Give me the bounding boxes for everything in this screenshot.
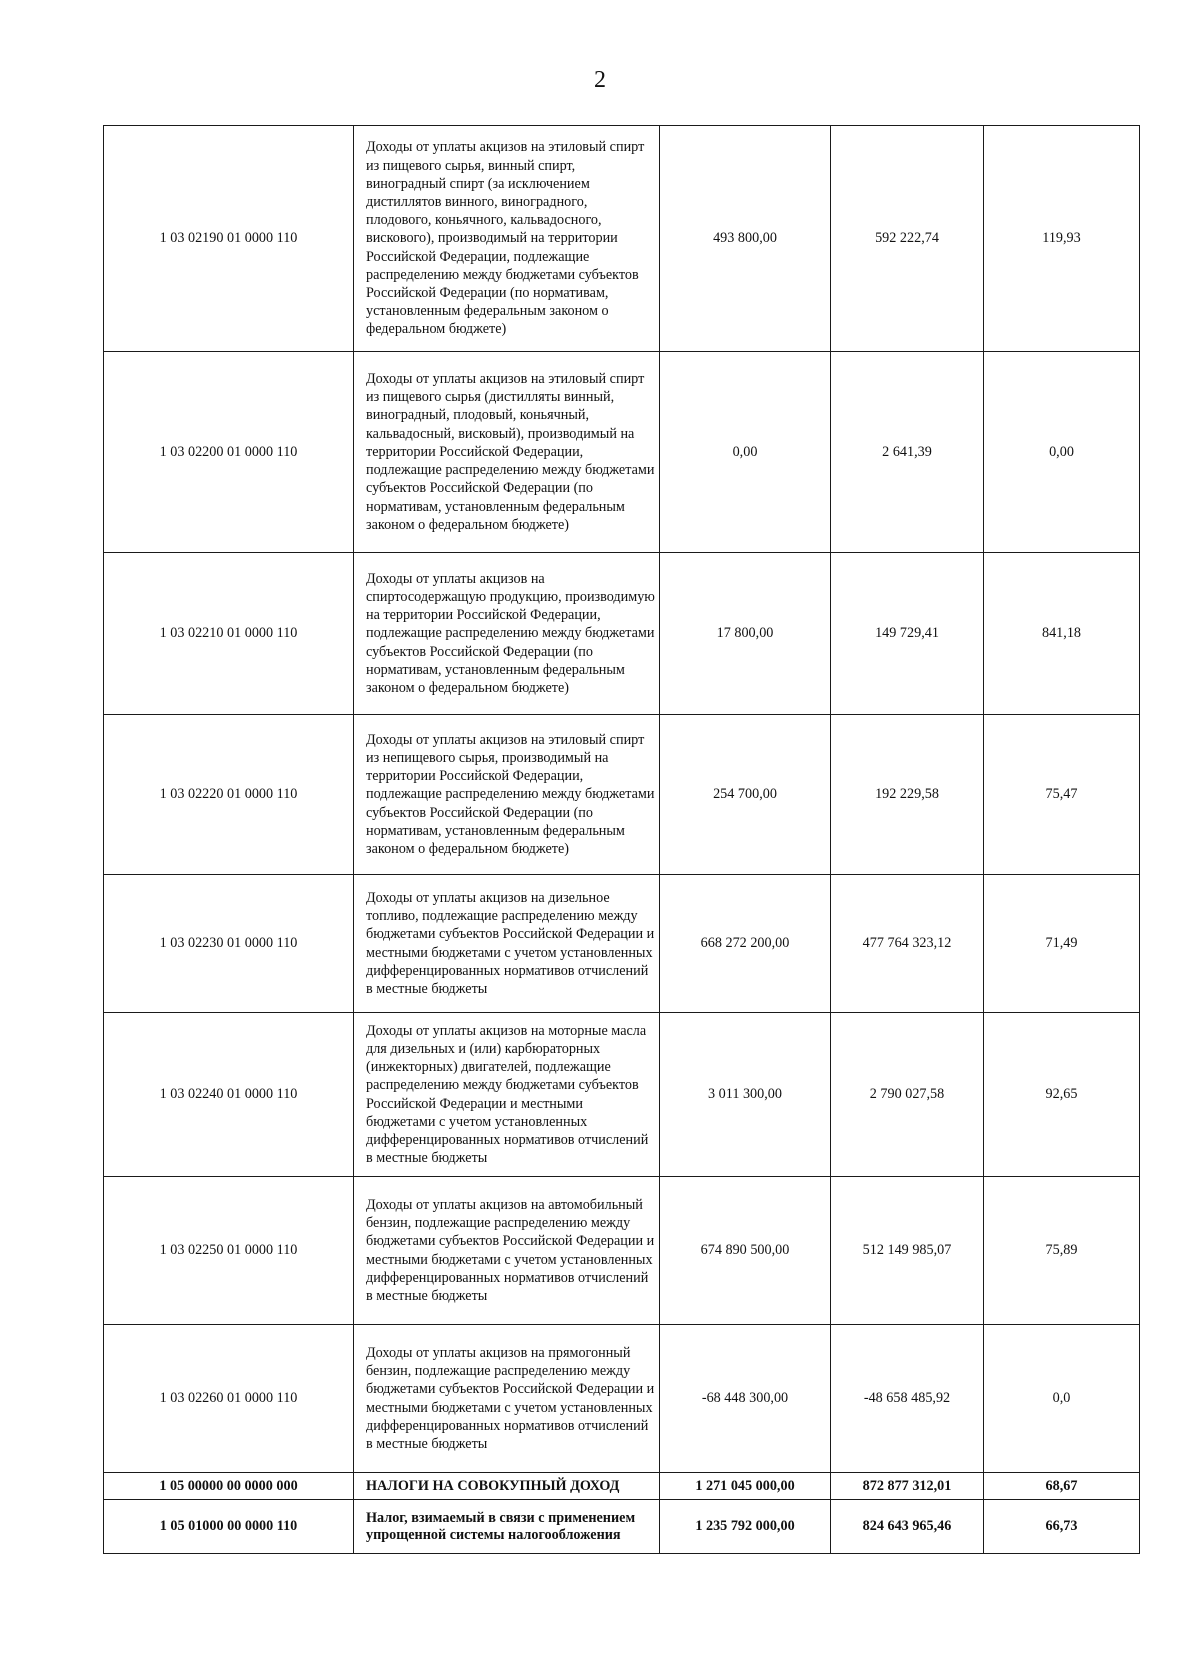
actual-amount-cell: 824 643 965,46 — [831, 1500, 984, 1554]
budget-code-cell: 1 03 02230 01 0000 110 — [104, 875, 354, 1013]
budget-code-cell: 1 05 00000 00 0000 000 — [104, 1473, 354, 1500]
table-row — [104, 875, 1140, 1013]
table-row — [104, 553, 1140, 715]
revenue-name-cell: Доходы от уплаты акцизов на этиловый спирт из пищевого сырья (дистилляты винный, виноградный, плодовый, коньячный, кальвадосный, висковый), производимый на территории Российской Федерации, подлежащие распределению между бюджетами субъектов Российской Федерации (по нормативам, установленным федеральным законом о федеральном бюджете) — [354, 352, 660, 553]
plan-amount-cell: 17 800,00 — [660, 553, 831, 715]
execution-percent-cell: 75,47 — [984, 715, 1140, 875]
table-row-section-total — [104, 1473, 1140, 1500]
execution-percent-cell: 0,0 — [984, 1325, 1140, 1473]
table-row — [104, 352, 1140, 553]
plan-amount-cell: 493 800,00 — [660, 126, 831, 352]
actual-amount-cell: 192 229,58 — [831, 715, 984, 875]
revenue-table — [103, 125, 1140, 1554]
actual-amount-cell: -48 658 485,92 — [831, 1325, 984, 1473]
budget-code-cell: 1 03 02250 01 0000 110 — [104, 1177, 354, 1325]
execution-percent-cell: 66,73 — [984, 1500, 1140, 1554]
actual-amount-cell: 2 790 027,58 — [831, 1013, 984, 1177]
revenue-name-cell: Доходы от уплаты акцизов на спиртосодержащую продукцию, производимую на территории Российской Федерации, подлежащие распределению между бюджетами субъектов Российской Федерации (по нормативам, установленным федеральным законом о федеральном бюджете) — [354, 553, 660, 715]
budget-code-cell: 1 03 02200 01 0000 110 — [104, 352, 354, 553]
plan-amount-cell: 1 271 045 000,00 — [660, 1473, 831, 1500]
actual-amount-cell: 149 729,41 — [831, 553, 984, 715]
revenue-name-cell: Доходы от уплаты акцизов на этиловый спирт из непищевого сырья, производимый на территории Российской Федерации, подлежащие распределению между бюджетами субъектов Российской Федерации (по нормативам, установленным федеральным законом о федеральном бюджете) — [354, 715, 660, 875]
plan-amount-cell: 0,00 — [660, 352, 831, 553]
actual-amount-cell: 592 222,74 — [831, 126, 984, 352]
execution-percent-cell: 71,49 — [984, 875, 1140, 1013]
revenue-name-cell: Доходы от уплаты акцизов на моторные масла для дизельных и (или) карбюраторных (инжекторных) двигателей, подлежащие распределению между бюджетами субъектов Российской Федерации и местными бюджетами с учетом установленных дифференцированных нормативов отчислений в местные бюджеты — [354, 1013, 660, 1177]
execution-percent-cell: 75,89 — [984, 1177, 1140, 1325]
actual-amount-cell: 512 149 985,07 — [831, 1177, 984, 1325]
table-row-subsection — [104, 1500, 1140, 1554]
plan-amount-cell: -68 448 300,00 — [660, 1325, 831, 1473]
plan-amount-cell: 1 235 792 000,00 — [660, 1500, 831, 1554]
table-row — [104, 1013, 1140, 1177]
budget-code-cell: 1 03 02240 01 0000 110 — [104, 1013, 354, 1177]
revenue-name-cell: Доходы от уплаты акцизов на дизельное топливо, подлежащие распределению между бюджетами субъектов Российской Федерации и местными бюджетами с учетом установленных дифференцированных нормативов отчислений в местные бюджеты — [354, 875, 660, 1013]
table-row — [104, 126, 1140, 352]
execution-percent-cell: 841,18 — [984, 553, 1140, 715]
plan-amount-cell: 674 890 500,00 — [660, 1177, 831, 1325]
revenue-name-cell: НАЛОГИ НА СОВОКУПНЫЙ ДОХОД — [354, 1473, 660, 1500]
budget-code-cell: 1 03 02260 01 0000 110 — [104, 1325, 354, 1473]
execution-percent-cell: 92,65 — [984, 1013, 1140, 1177]
execution-percent-cell: 0,00 — [984, 352, 1140, 553]
page-number: 2 — [594, 67, 606, 93]
actual-amount-cell: 477 764 323,12 — [831, 875, 984, 1013]
budget-code-cell: 1 03 02220 01 0000 110 — [104, 715, 354, 875]
plan-amount-cell: 254 700,00 — [660, 715, 831, 875]
execution-percent-cell: 119,93 — [984, 126, 1140, 352]
table-row — [104, 1177, 1140, 1325]
table-row — [104, 715, 1140, 875]
revenue-name-cell: Доходы от уплаты акцизов на этиловый спирт из пищевого сырья, винный спирт, виноградный спирт (за исключением дистиллятов винного, виноградного, плодового, коньячного, кальвадосного, вискового), производимый на территории Российской Федерации, подлежащие распределению между бюджетами субъектов Российской Федерации (по нормативам, установленным федеральным законом о федеральном бюджете) — [354, 126, 660, 352]
budget-code-cell: 1 05 01000 00 0000 110 — [104, 1500, 354, 1554]
budget-code-cell: 1 03 02190 01 0000 110 — [104, 126, 354, 352]
execution-percent-cell: 68,67 — [984, 1473, 1140, 1500]
budget-code-cell: 1 03 02210 01 0000 110 — [104, 553, 354, 715]
table-row — [104, 1325, 1140, 1473]
revenue-name-cell: Доходы от уплаты акцизов на прямогонный бензин, подлежащие распределению между бюджетами субъектов Российской Федерации и местными бюджетами с учетом установленных дифференцированных нормативов отчислений в местные бюджеты — [354, 1325, 660, 1473]
actual-amount-cell: 2 641,39 — [831, 352, 984, 553]
plan-amount-cell: 668 272 200,00 — [660, 875, 831, 1013]
revenue-name-cell: Налог, взимаемый в связи с применением упрощенной системы налогообложения — [354, 1500, 660, 1554]
actual-amount-cell: 872 877 312,01 — [831, 1473, 984, 1500]
revenue-name-cell: Доходы от уплаты акцизов на автомобильный бензин, подлежащие распределению между бюджетами субъектов Российской Федерации и местными бюджетами с учетом установленных дифференцированных нормативов отчислений в местные бюджеты — [354, 1177, 660, 1325]
plan-amount-cell: 3 011 300,00 — [660, 1013, 831, 1177]
